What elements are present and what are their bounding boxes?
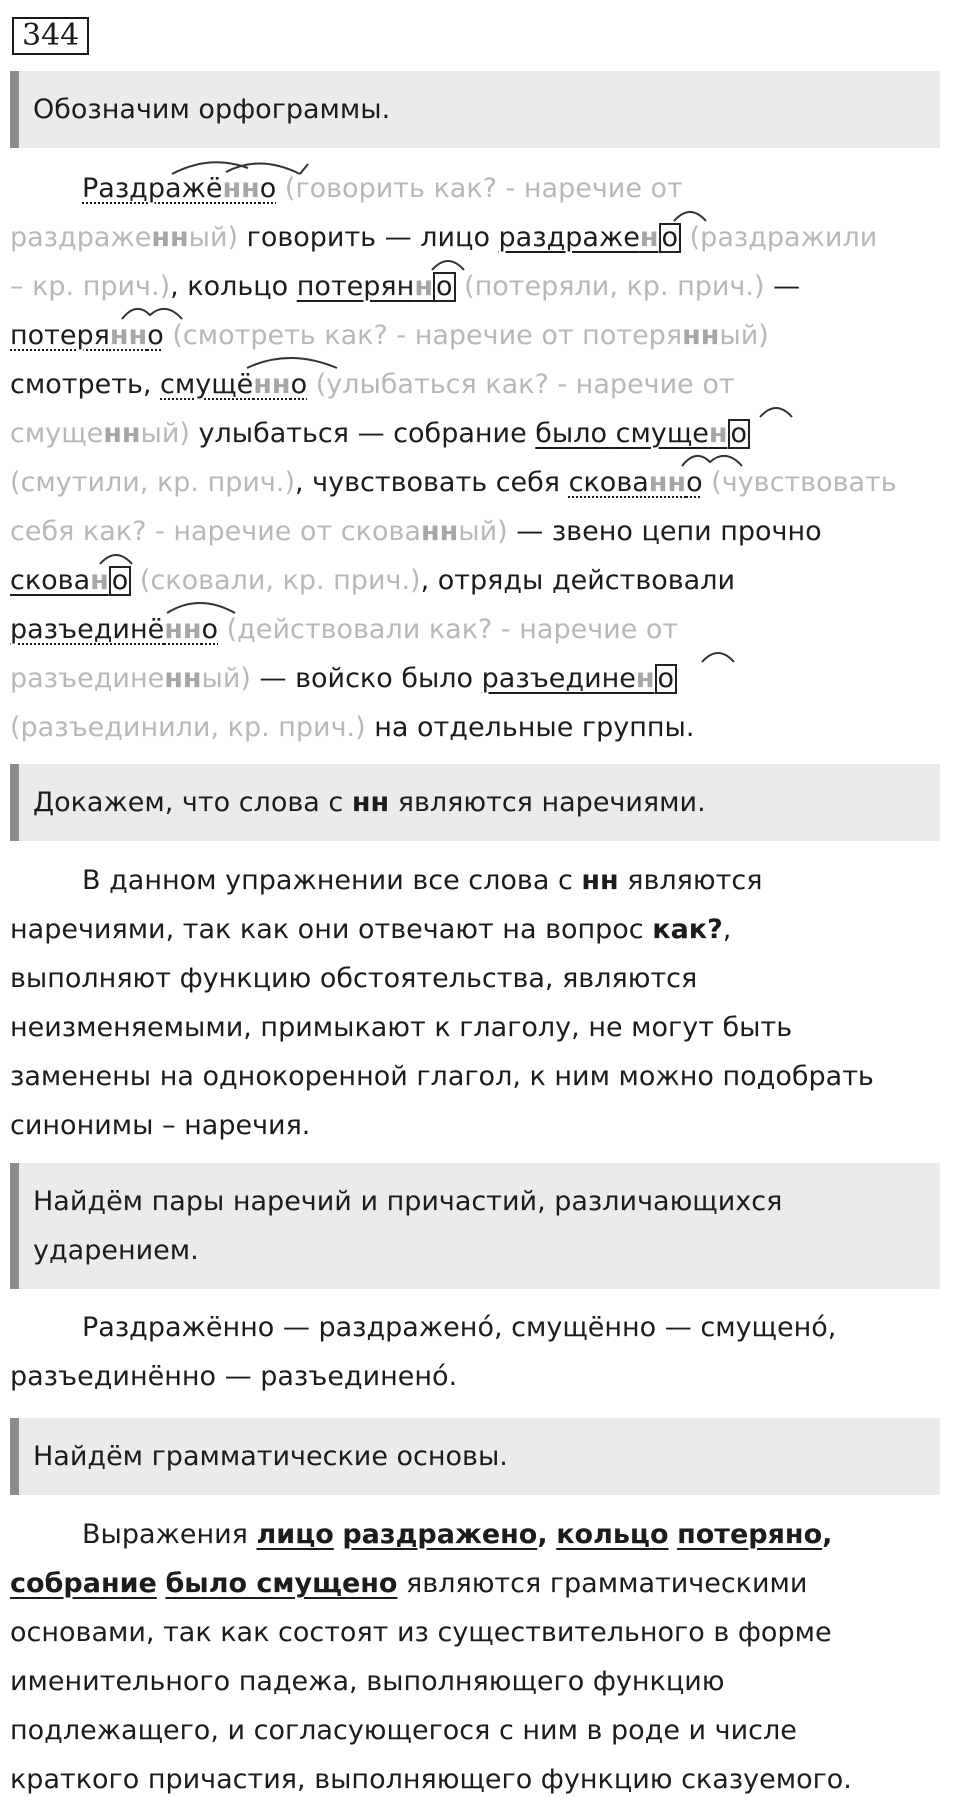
participle-word: потерянн о [297, 271, 456, 302]
comment-text: раздраженный) [10, 222, 239, 253]
proof-paragraph [10, 856, 950, 1150]
text-line [10, 507, 950, 556]
text-line: собрание было смущено являются грамматическими [10, 1568, 808, 1599]
participle-word: скован о [10, 565, 131, 596]
plain-text: на отдельные группы. [365, 712, 695, 743]
text-line [10, 311, 950, 360]
adverb-word: скованно [568, 467, 703, 498]
comment-text: – кр. прич.) [10, 271, 171, 302]
text-line [10, 605, 950, 654]
heading-text: Обозначим орфограммы. [33, 94, 391, 125]
text-line [10, 262, 950, 311]
plain-text: — звено цепи прочно [507, 516, 822, 547]
text-line: краткого причастия, выполняющего функцию сказуемого. [10, 1764, 852, 1795]
plain-text: — войско было [250, 663, 482, 694]
suffix-arc [672, 207, 712, 223]
suffix-arc [680, 452, 750, 468]
text-line: синонимы – наречия. [10, 1110, 311, 1141]
participle-word: раздражен о [499, 222, 682, 253]
heading-text: Найдём грамматические основы. [33, 1441, 508, 1472]
text-line [10, 458, 950, 507]
suffix-arc [98, 550, 138, 566]
plain-text: смотреть, [10, 369, 161, 400]
comment-text: (смутили, кр. прич.) [10, 467, 295, 498]
text-line [10, 213, 950, 262]
heading-text: Найдём пары наречий и причастий, различающихся ударением. [33, 1186, 783, 1266]
ending-box: о [728, 419, 751, 449]
text-line [10, 654, 950, 703]
adverb-word: смущённо [160, 369, 308, 400]
text-line: подлежащего, и согласующегося с ним в роде и числе [10, 1715, 797, 1746]
text-line: В данном упражнении все слова с нн являются [82, 865, 763, 896]
predicate-aux-word: было [535, 418, 608, 449]
comment-text: (раздражили [681, 222, 878, 253]
subject-word: кольцо [556, 1519, 669, 1550]
exercise-number: 344 [12, 17, 89, 55]
comment-text: смущенный) [10, 418, 190, 449]
predicate-word: потеряно [677, 1519, 823, 1550]
section-heading-proof [10, 764, 940, 841]
morpheme-suffix-arc [170, 160, 320, 176]
ending-box: о [655, 664, 678, 694]
text-line: неизменяемыми, примыкают к глаголу, не могут быть [10, 1012, 793, 1043]
comment-text: (чувствовать [702, 467, 897, 498]
suffix-arc [758, 403, 798, 419]
comment-text: (улыбаться как? - наречие от [307, 369, 735, 400]
text-line [10, 703, 950, 752]
text-line: разъединённо — разъединено́. [10, 1361, 458, 1392]
plain-text: говорить — лицо [238, 222, 499, 253]
text-line [10, 556, 950, 605]
text-line: именительного падежа, выполняющего функцию [10, 1666, 725, 1697]
ending-box: о [659, 223, 682, 253]
section-heading-orthograms [10, 71, 940, 148]
participle-word: смущен о [616, 418, 750, 449]
section-heading-pairs [10, 1163, 940, 1289]
suffix-arc [120, 305, 190, 321]
text-line: Выражения лицо раздражено, кольцо потеряно, [82, 1519, 833, 1550]
comment-text: (потеряли, кр. прич.) [455, 271, 765, 302]
text-line: Раздражённо — раздражено́, смущённо — смущено́, [82, 1312, 837, 1343]
plain-text: — [764, 271, 801, 302]
pairs-paragraph [10, 1303, 950, 1401]
heading-text: Докажем, что слова с нн являются наречиями. [33, 787, 706, 818]
subject-word: собрание [10, 1568, 157, 1599]
text-line: основами, так как состоят из существительного в форме [10, 1617, 832, 1648]
adverb-word: разъединённо [10, 614, 219, 645]
suffix-arc [430, 256, 470, 272]
comment-text: себя как? - наречие от скованный) [10, 516, 508, 547]
text-line [10, 360, 950, 409]
suffix-arc [165, 599, 245, 615]
adverb-word: потерянно [10, 320, 164, 351]
text-line: наречиями, так как они отвечают на вопрос как?, [10, 914, 732, 945]
plain-text: , кольцо [170, 271, 297, 302]
adverb-word: Раздражённо [82, 173, 277, 204]
text-line [10, 164, 950, 213]
text-line: выполняют функцию обстоятельства, являются [10, 963, 698, 994]
comment-text: (смотреть как? - наречие от потерянный) [163, 320, 769, 351]
subject-word: лицо [256, 1519, 334, 1550]
plain-text: , отряды действовали [420, 565, 736, 596]
participle-word: разъединен о [482, 663, 677, 694]
comment-text: (сковали, кр. прич.) [131, 565, 421, 596]
plain-text: , чувствовать себя [295, 467, 569, 498]
text-line [10, 409, 950, 458]
comment-text: (говорить как? - наречие от [276, 173, 683, 204]
comment-text: (действовали как? - наречие от [218, 614, 679, 645]
bases-paragraph [10, 1510, 950, 1804]
comment-text: (разъединили, кр. прич.) [10, 712, 366, 743]
text-line: заменены на однокоренной глагол, к ним можно подобрать [10, 1061, 874, 1092]
comment-text: разъединенный) [10, 663, 251, 694]
ending-box: о [109, 566, 132, 596]
section-heading-bases [10, 1418, 940, 1495]
ending-box: о [433, 272, 456, 302]
plain-text: улыбаться — собрание [189, 418, 536, 449]
suffix-arc [700, 648, 740, 664]
suffix-arc [245, 354, 345, 370]
predicate-word: было смущено [165, 1568, 398, 1599]
predicate-word: раздражено [342, 1519, 538, 1550]
orthograms-paragraph [10, 164, 950, 752]
